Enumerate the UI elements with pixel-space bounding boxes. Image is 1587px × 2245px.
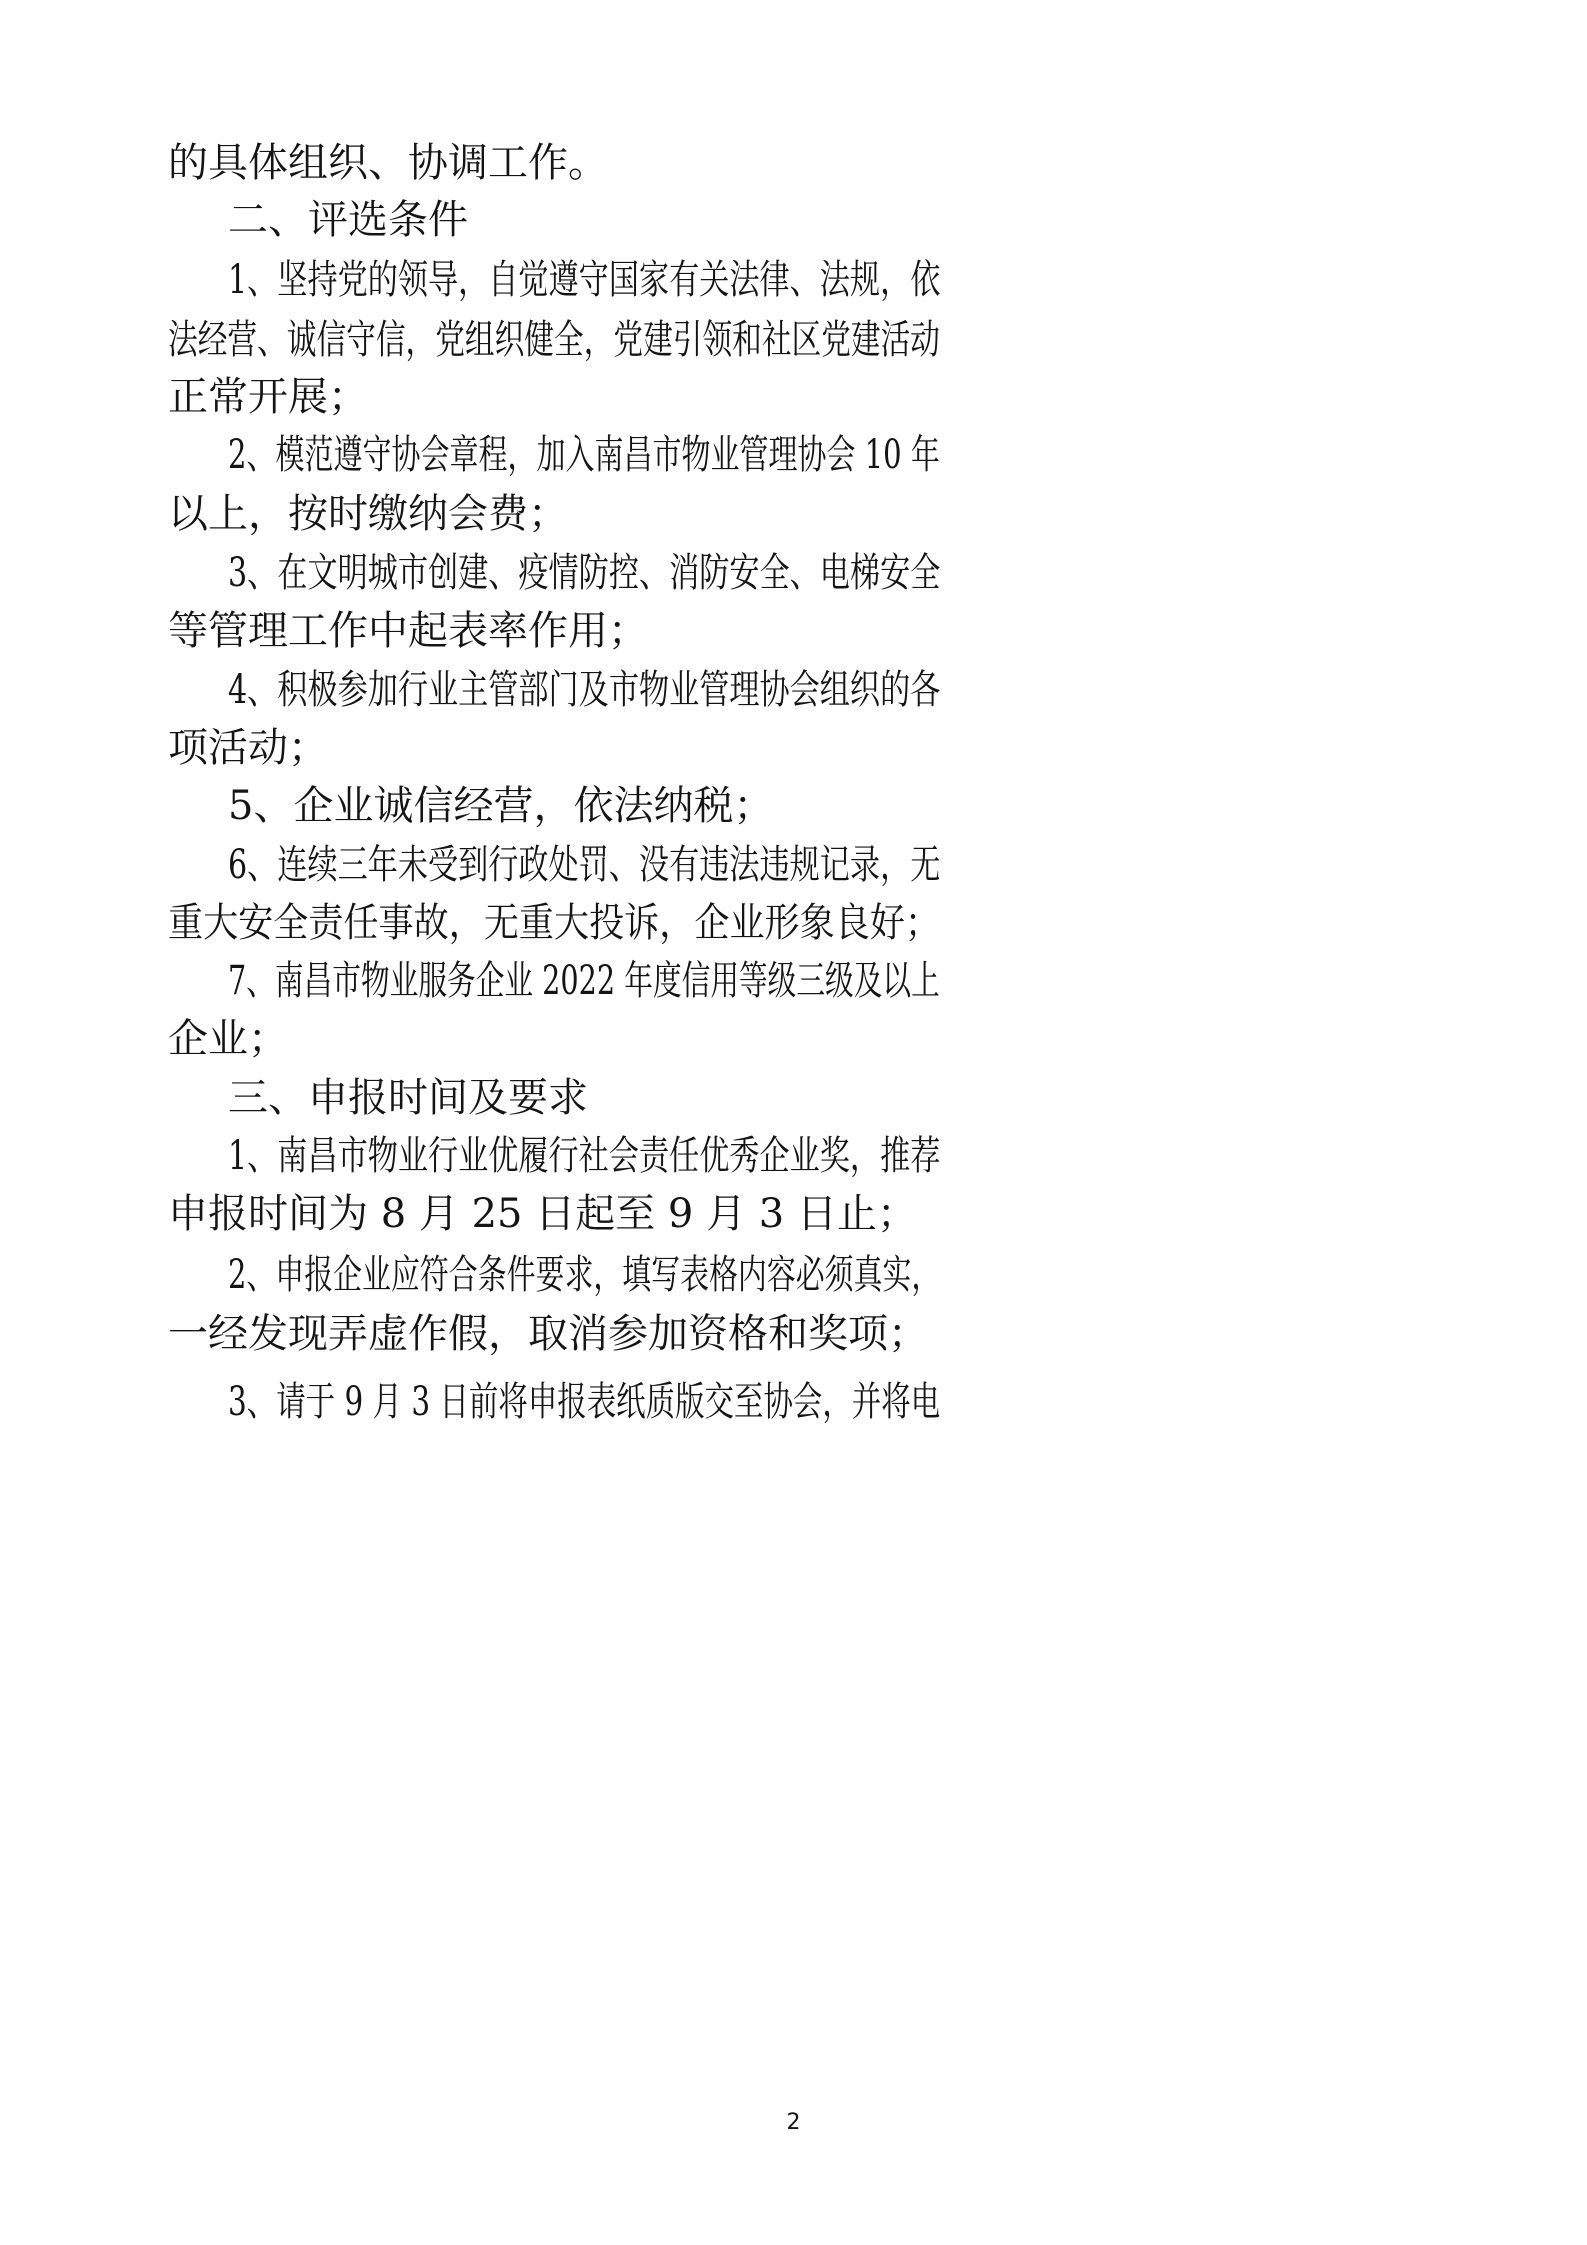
text-line-content: 以上，按时缴纳会费； [168, 491, 568, 537]
text-line-content: 重大安全责任事故，无重大投诉，企业形象良好； [168, 900, 940, 946]
text-line [0, 484, 1587, 544]
text-line-content: 5、企业诚信经营，依法纳税； [228, 783, 774, 829]
text-line [0, 1184, 1587, 1244]
section-heading-text: 三、申报时间及要求 [228, 1075, 588, 1121]
text-line [0, 660, 1587, 720]
text-line [0, 1009, 1587, 1069]
text-line [0, 718, 1587, 778]
text-line [0, 601, 1587, 661]
text-line [0, 1126, 1587, 1186]
text-line-content: 1、坚持党的领导，自觉遵守国家有关法律、法规，依 [228, 257, 941, 303]
section-heading-text: 二、评选条件 [228, 197, 468, 243]
text-line-content: 法经营、诚信守信，党组织健全，党建引领和社区党建活动 [168, 317, 940, 363]
text-line-content: 的具体组织、协调工作。 [168, 140, 608, 186]
text-line [0, 250, 1587, 310]
text-line [0, 951, 1587, 1011]
text-line-content: 3、请于 9 月 3 日前将申报表纸质版交至协会，并将电 [228, 1379, 941, 1425]
text-line [0, 1245, 1587, 1305]
text-line-content: 6、连续三年未受到行政处罚、没有违法违规记录，无 [228, 842, 941, 888]
text-line [0, 133, 1587, 193]
text-line [0, 310, 1587, 370]
section-heading [0, 190, 1587, 250]
text-line [0, 835, 1587, 895]
text-line [0, 543, 1587, 603]
text-line-content: 申报时间为 8 月 25 日起至 9 月 3 日止； [168, 1191, 917, 1237]
text-line-content: 4、积极参加行业主管部门及市物业管理协会组织的各 [228, 667, 941, 713]
page-number: 2 [786, 2110, 801, 2135]
text-line-content: 正常开展； [168, 374, 368, 420]
text-line-content: 2、申报企业应符合条件要求，填写表格内容必须真实， [228, 1252, 941, 1298]
text-line [0, 425, 1587, 485]
text-line-content: 项活动； [168, 725, 328, 771]
text-line [0, 367, 1587, 427]
text-line-content: 7、南昌市物业服务企业 2022 年度信用等级三级及以上 [228, 958, 940, 1004]
text-line [0, 1304, 1587, 1364]
text-line [0, 893, 1587, 953]
text-line-content: 2、模范遵守协会章程，加入南昌市物业管理协会 10 年 [228, 432, 940, 478]
section-heading [0, 1068, 1587, 1128]
text-line-content: 一经发现弄虚作假，取消参加资格和奖项； [168, 1311, 928, 1357]
text-line [0, 776, 1587, 836]
text-line-content: 企业； [168, 1016, 288, 1062]
text-line-content: 等管理工作中起表率作用； [168, 608, 648, 654]
text-line-content: 3、在文明城市创建、疫情防控、消防安全、电梯安全 [228, 550, 941, 596]
text-line [0, 1372, 1587, 1432]
text-line-content: 1、南昌市物业行业优履行社会责任优秀企业奖，推荐 [228, 1133, 941, 1179]
